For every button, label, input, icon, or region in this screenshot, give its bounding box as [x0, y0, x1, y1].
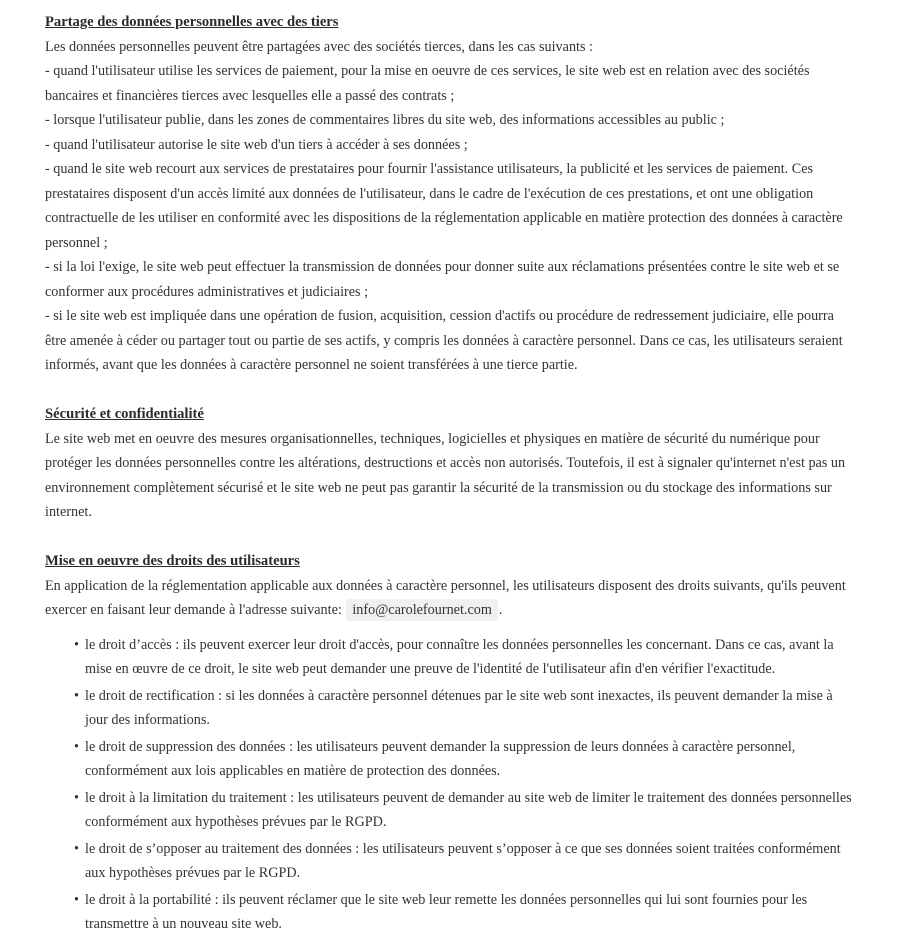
paragraph-line: - quand l'utilisateur autorise le site web d'un tiers à accéder à ses données ; [45, 136, 468, 153]
paragraph-line: Les données personnelles peuvent être partagées avec des sociétés tierces, dans les cas suivants : [45, 38, 593, 55]
rights-intro [45, 574, 855, 623]
list-item [74, 786, 855, 835]
list-item-text: le droit à la portabilité : ils peuvent réclamer que le site web leur remette les données personnelles qui lui sont fournies pour les transmettre à un nouveau site web. [85, 891, 808, 932]
list-item-text: le droit de rectification : si les données à caractère personnel détenues par le site web sont inexactes, ils peuvent demander la mise à jour des informations. [85, 687, 833, 728]
contact-email: info@carolefournet.com [346, 599, 498, 621]
paragraph-line: - si la loi l'exige, le site web peut effectuer la transmission de données pour donner suite aux réclamations présentées contre le site web et se conformer aux procédures administratives et judiciaires ; [45, 259, 840, 300]
bullet-icon: • [74, 891, 79, 908]
list-item-text: le droit de suppression des données : les utilisateurs peuvent demander la suppression de leurs données à caractère personnel, conformément aux lois applicables en matière de protection des données. [85, 738, 796, 779]
rights-list [45, 633, 855, 937]
bullet-icon: • [74, 636, 79, 653]
section-heading: Mise en oeuvre des droits des utilisateurs [45, 553, 300, 569]
bullet-icon: • [74, 738, 79, 755]
list-item [74, 633, 855, 682]
intro-end: . [498, 602, 503, 618]
paragraph-line: Le site web met en oeuvre des mesures organisationnelles, techniques, logicielles et physiques en matière de sécurité du numérique pour protéger les données personnelles contre les altérations, destructions et accès non autorisés. Toutefois, il est à signaler qu'internet n'est pas un environnement complètement sécurisé et le site web ne peut pas garantir la sécurité de la transmission ou du stockage des informations sur internet. [45, 430, 846, 520]
list-item [74, 684, 855, 733]
list-item [74, 888, 855, 937]
section-heading: Sécurité et confidentialité [45, 406, 204, 422]
bullet-icon: • [74, 789, 79, 806]
section-data-sharing [45, 10, 855, 378]
list-item-text: le droit à la limitation du traitement : les utilisateurs peuvent de demander au site web de limiter le traitement des données personnelles conformément aux hypothèses prévues par le RGPD. [85, 789, 852, 830]
paragraph-line: - quand le site web recourt aux services de prestataires pour fournir l'assistance utilisateurs, la publicité et les services de paiement. Ces prestataires disposent d'un accès limité aux données de l'utilisateur, dans le cadre de l'exécution de ces prestations, et ont une obligation contractuelle de les utiliser en conformité avec les dispositions de la réglementation applicable en matière protection des données à caractère personnel ; [45, 161, 843, 251]
bullet-icon: • [74, 840, 79, 857]
list-item [74, 735, 855, 784]
paragraph-line: - lorsque l'utilisateur publie, dans les zones de commentaires libres du site web, des informations accessibles au public ; [45, 112, 725, 128]
list-item [74, 837, 855, 886]
list-item-text: le droit d’accès : ils peuvent exercer leur droit d'accès, pour connaître les données personnelles les concernant. Dans ce cas, avant la mise en œuvre de ce droit, le site web peut demander une preuve de l'identité de l'utilisateur afin d'en vérifier l'exactitude. [85, 636, 834, 677]
list-item-text: le droit de s’opposer au traitement des données : les utilisateurs peuvent s’opposer à ce que ses données soient traitées conformément aux hypothèses prévues par le RGPD. [85, 840, 841, 881]
paragraph-line: - quand l'utilisateur utilise les services de paiement, pour la mise en oeuvre de ces services, le site web est en relation avec des sociétés bancaires et financières tierces avec lesquelles elle a passé des contrats ; [45, 63, 810, 104]
policy-document [45, 10, 855, 939]
section-heading: Partage des données personnelles avec des tiers [45, 14, 339, 30]
bullet-icon: • [74, 687, 79, 704]
section-security [45, 402, 855, 525]
paragraph-line: - si le site web est impliquée dans une opération de fusion, acquisition, cession d'actifs ou procédure de redressement judiciaire, elle pourra être amenée à céder ou partager tout ou partie de ses actifs, y compris les données à caractère personnel. Dans ce cas, les utilisateurs seraient informés, avant que les données à caractère personnel ne soient transférées à une tierce partie. [45, 308, 843, 373]
intro-text: En application de la réglementation applicable aux données à caractère personnel, les utilisateurs disposent des droits suivants, qu'ils peuvent exercer en faisant leur demande à l'adresse suivante: [45, 577, 846, 618]
section-user-rights [45, 549, 855, 937]
